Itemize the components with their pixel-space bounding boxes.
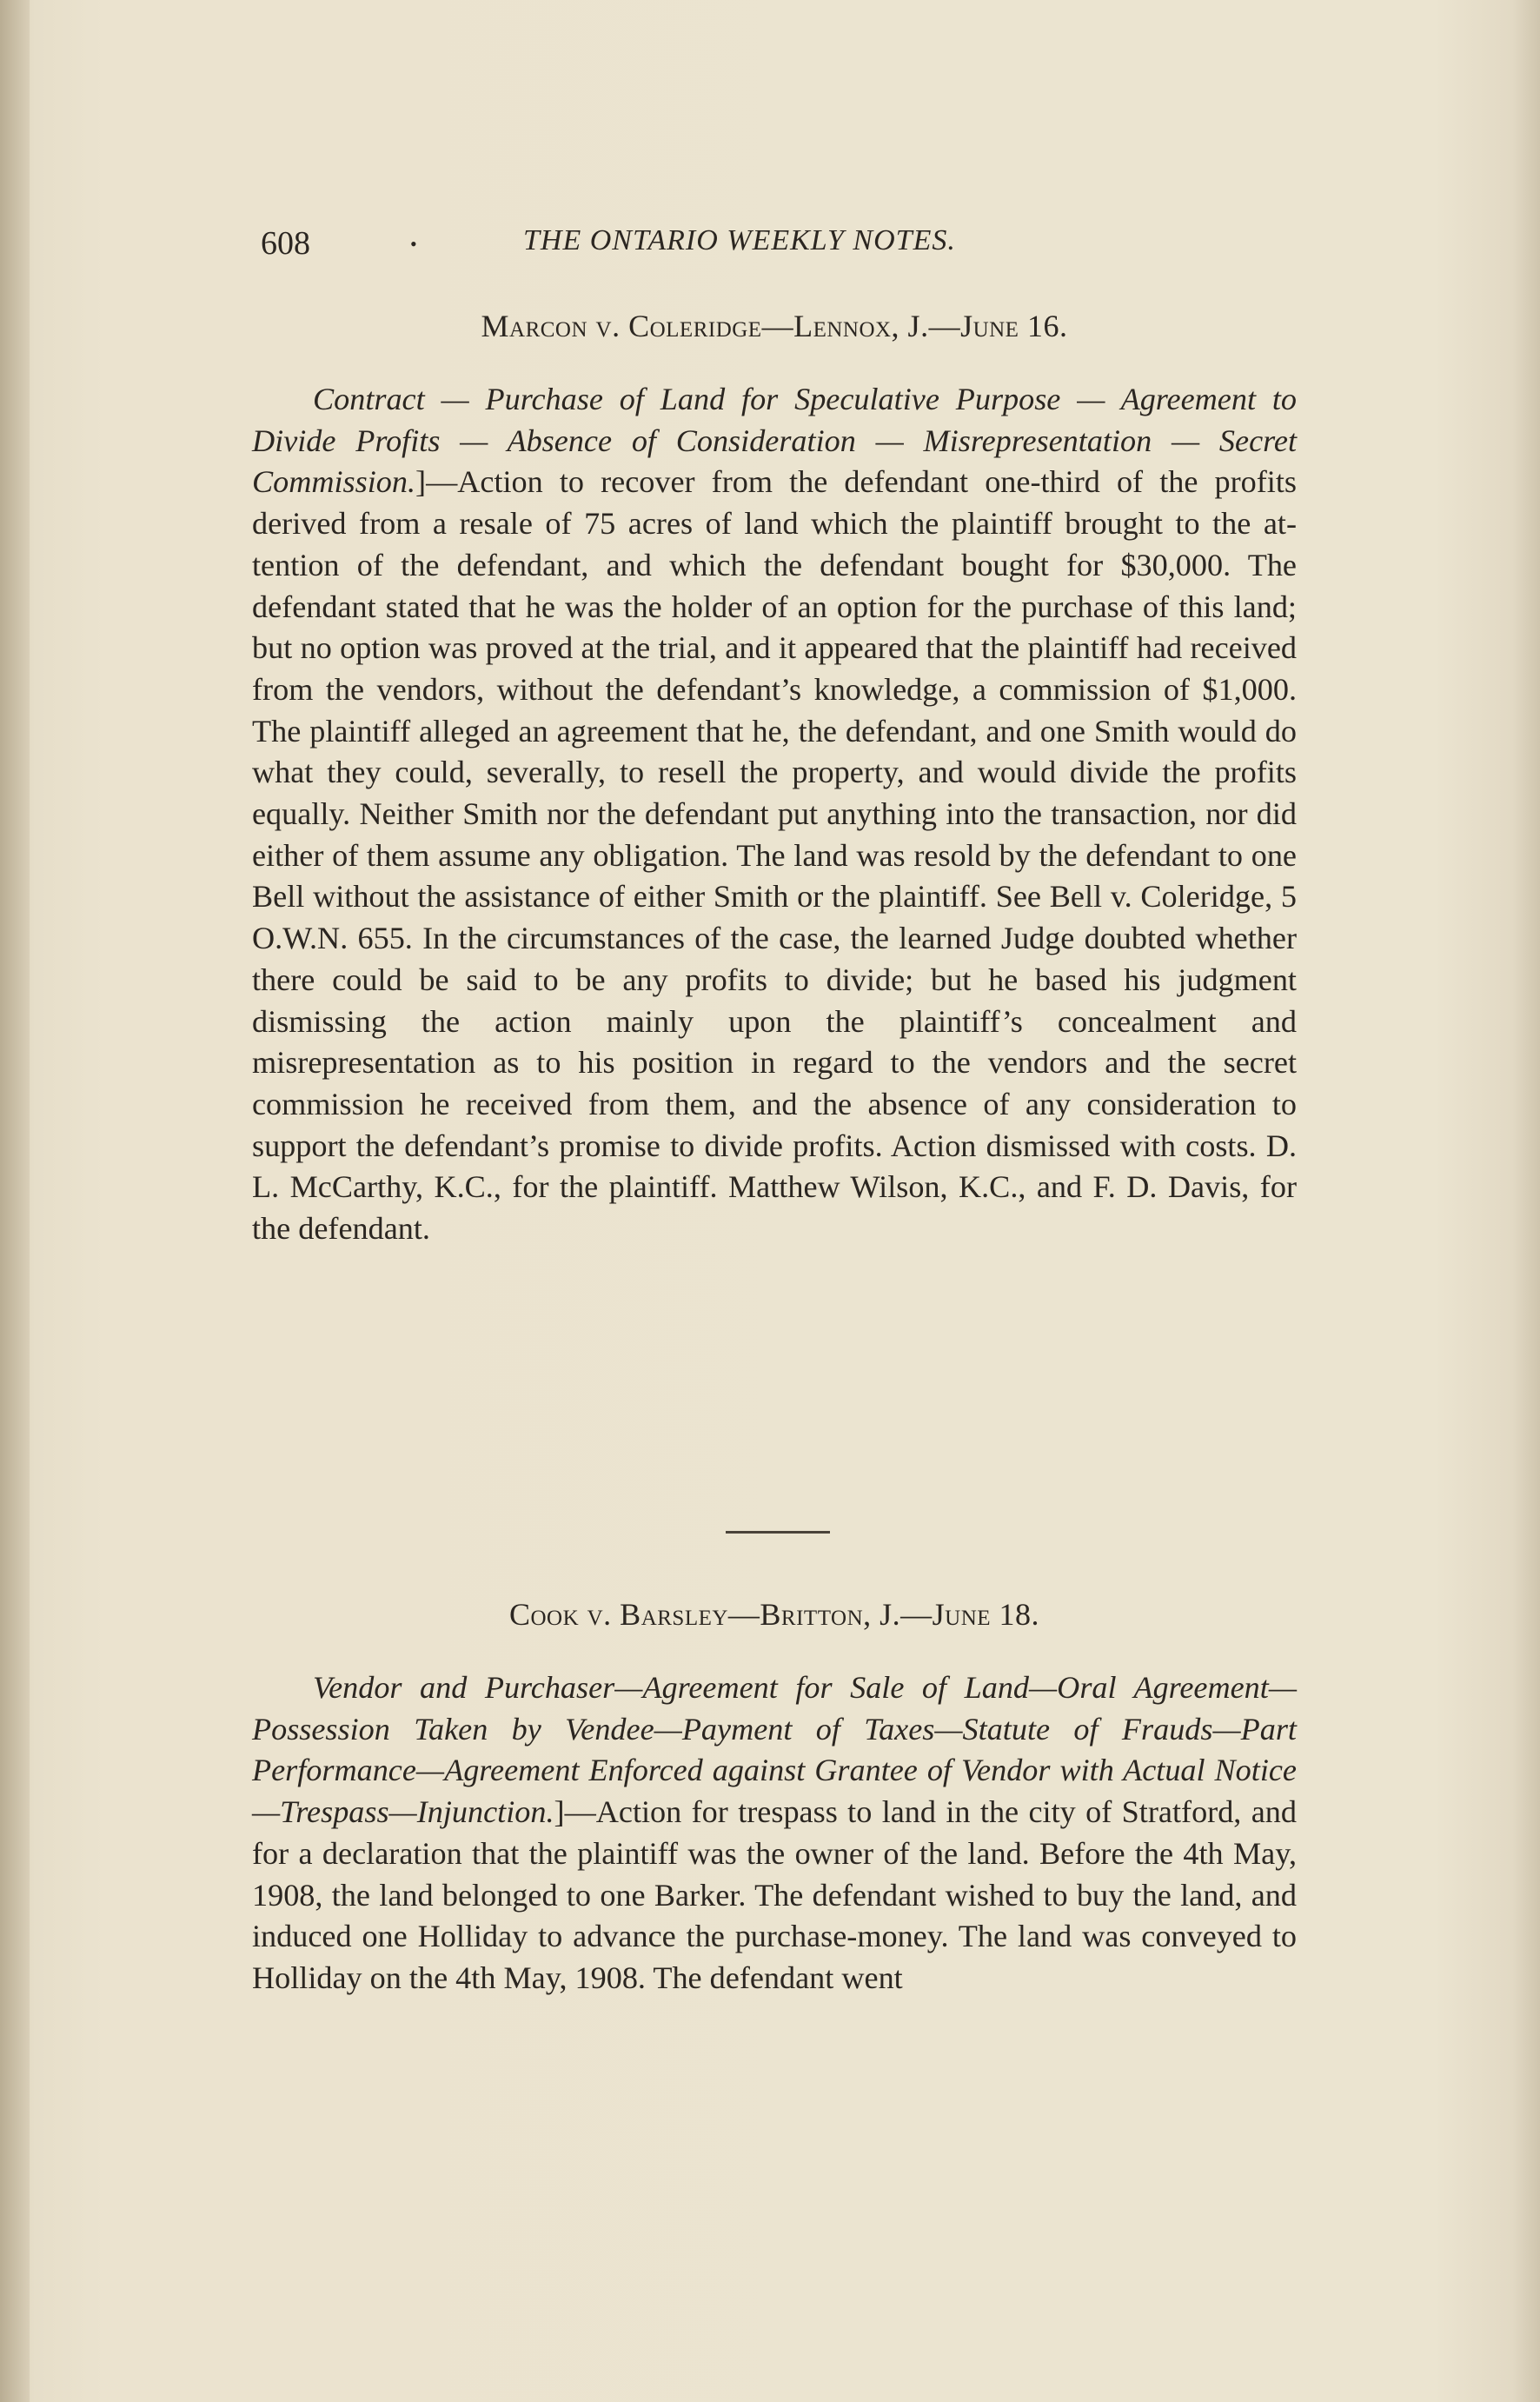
case-heading: Marcon v. Coleridge—Lennox, J.—June 16.: [481, 309, 1068, 343]
case-paragraph: [252, 379, 1297, 1250]
case-paragraph: [252, 1667, 1297, 1999]
running-head: THE ONTARIO WEEKLY NOTES.: [523, 224, 956, 256]
page-header: [261, 224, 1304, 276]
case-body: ]—Action for trespass to land in the city of Stratford, and for a declaration that the plaintiff was the owner of the land. Before the 4th May, 1908, the land belonged to one Barker. The defendant wished to buy the land, and induced one Holliday to advance the purchase-money. The land was conveyed to Holliday on the 4th May, 1908. The defendant went: [252, 1794, 1297, 1995]
section-divider: [726, 1531, 830, 1534]
case-marcon: [252, 308, 1297, 1250]
case-headnote: Vendor and Purchaser—Agreement for Sale of Land—Oral Agreement—Possession Taken by Vendee—Payment of Taxes—Statute of Frauds—Part Performance—Agreement Enforced against Grantee of Vendor with Actual Notice—Trespass—Injunction.: [252, 1670, 1297, 1830]
case-headnote: Contract — Purchase of Land for Speculative Purpose — Agreement to Divide Profits — Absence of Consideration — Misrepresentation — Secret Commission.: [252, 382, 1297, 500]
header-dot: •: [410, 233, 417, 255]
case-body: ]—Action to recover from the defendant one-third of the profits derived from a resale of 75 acres of land which the plaintiff brought to the attention of the defendant, and which the defendant bought for $30,000. The defendant stated that he was the holder of an option for the purchase of this land; but no option was proved at the trial, and it appeared that the plaintiff had received from the vendors, without the defendant’s knowledge, a commission of $1,000. The plaintiff alleged an agreement that he, the defendant, and one Smith would do what they could, severally, to resell the property, and would divide the profits equally. Neither Smith nor the defendant put anything into the transaction, nor did either of them assume any obligation. The land was resold by the defendant to one Bell without the assistance of either Smith or the plaintiff. See Bell v. Coleridge, 5 O.W.N. 655. In the circumstances of the case, the learned Judge doubted whether there could be said to be any profits to divide; but he based his judgment dismissing the action mainly upon the plaintiff’s concealment and misrepresentation as to his position in regard to the vendors and the secret commission he received from them, and the absence of any consideration to support the defendant’s promise to divide profits. Action dismissed with costs. D. L. McCarthy, K.C., for the plaintiff. Matthew Wilson, K.C., and F. D. Davis, for the defendant.: [252, 464, 1297, 1247]
page-edge-shadow: [0, 0, 30, 2402]
case-cook: [252, 1596, 1297, 1999]
page-number: 608: [261, 225, 310, 262]
case-heading: Cook v. Barsley—Britton, J.—June 18.: [508, 1597, 1040, 1632]
